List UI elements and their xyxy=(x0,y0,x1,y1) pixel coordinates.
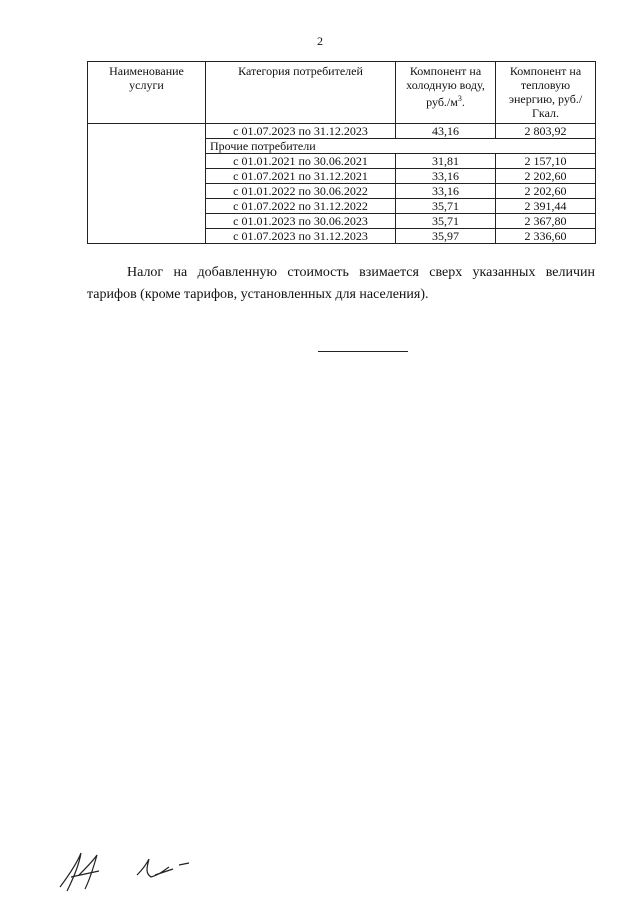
period-cell: с 01.07.2021 по 31.12.2021 xyxy=(206,169,396,184)
water-cell: 33,16 xyxy=(396,184,496,199)
period-cell: с 01.07.2023 по 31.12.2023 xyxy=(206,229,396,244)
water-cell: 43,16 xyxy=(396,124,496,139)
header-category: Категория потребителей xyxy=(206,62,396,124)
header-cold-water-end: . xyxy=(461,95,465,109)
heat-cell: 2 367,80 xyxy=(496,214,596,229)
water-cell: 35,71 xyxy=(396,214,496,229)
header-heat: Компонент на тепловую энергию, руб./Гкал. xyxy=(496,62,596,124)
period-cell: с 01.07.2022 по 31.12.2022 xyxy=(206,199,396,214)
water-cell: 35,97 xyxy=(396,229,496,244)
period-cell: с 01.07.2023 по 31.12.2023 xyxy=(206,124,396,139)
period-cell: с 01.01.2021 по 30.06.2021 xyxy=(206,154,396,169)
table-header-row xyxy=(88,62,596,124)
header-service: Наименование услуги xyxy=(88,62,206,124)
signature-icon xyxy=(55,845,205,895)
header-cold-water-sup: 3 xyxy=(457,94,462,103)
tariff-table xyxy=(87,61,596,244)
service-cell xyxy=(88,124,206,244)
tax-note: Налог на добавленную стоимость взимается сверх указанных величин тарифов (кроме тарифов, установленных для населения). xyxy=(87,265,595,302)
heat-cell: 2 157,10 xyxy=(496,154,596,169)
heat-cell: 2 391,44 xyxy=(496,199,596,214)
water-cell: 33,16 xyxy=(396,169,496,184)
header-cold-water xyxy=(396,62,496,124)
heat-cell: 2 803,92 xyxy=(496,124,596,139)
heat-cell: 2 336,60 xyxy=(496,229,596,244)
period-cell: с 01.01.2022 по 30.06.2022 xyxy=(206,184,396,199)
heat-cell: 2 202,60 xyxy=(496,184,596,199)
heat-cell: 2 202,60 xyxy=(496,169,596,184)
water-cell: 31,81 xyxy=(396,154,496,169)
water-cell: 35,71 xyxy=(396,199,496,214)
table-row xyxy=(88,124,596,139)
page-number: 2 xyxy=(317,34,323,48)
period-cell: с 01.01.2023 по 30.06.2023 xyxy=(206,214,396,229)
closing-divider xyxy=(318,351,408,352)
header-cold-water-text: Компонент на холодную воду, руб./м xyxy=(406,64,485,109)
group-label: Прочие потребители xyxy=(206,139,596,154)
